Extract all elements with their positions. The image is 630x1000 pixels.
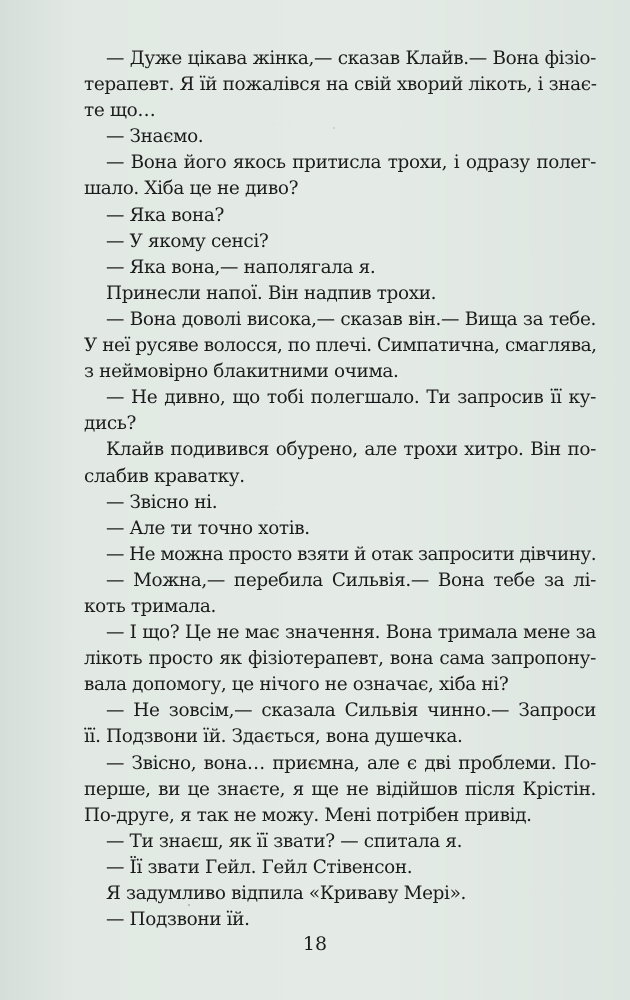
page-number: 18: [302, 933, 328, 955]
text-line: — Звісно ні.: [106, 491, 218, 513]
text-line: — Її звати Гейл. Гейл Стівенсон.: [106, 856, 413, 878]
body-text: [84, 46, 596, 933]
text-line: — У якому сенсі?: [106, 230, 269, 252]
text-line: — Вона доволі висока,— сказав він.— Вища за тебе.: [106, 308, 596, 330]
text-line: — Не дивно, що тобі полегшало. Ти запросив її ку-: [106, 387, 596, 409]
text-line: — І що? Це не має значення. Вона тримала мене за: [106, 622, 596, 644]
paper-speck: [188, 904, 190, 906]
text-line: — Подзвони їй.: [106, 909, 250, 931]
text-line: те що…: [84, 100, 156, 122]
text-line: — Вона його якось притисла трохи, і одразу полег-: [106, 152, 596, 174]
text-line: терапевт. Я їй пожалівся на свій хворий лікоть, і знає-: [84, 74, 597, 96]
text-line: коть тримала.: [84, 595, 217, 617]
text-line: По-друге, я так не можу. Мені потрібен привід.: [84, 804, 532, 826]
text-line: — Не можна просто взяти й отак запросити дівчину.: [106, 543, 596, 565]
text-line: лікоть просто як фізіотерапевт, вона сама запропону-: [84, 648, 596, 670]
text-line: — Звісно, вона… приємна, але є дві проблеми. По-: [106, 752, 596, 774]
text-line: — Не зовсім,— сказала Сильвія чинно.— Запроси: [106, 700, 596, 722]
text-line: — Можна,— перебила Сильвія.— Вона тебе за лі-: [106, 569, 596, 591]
text-line: — Дуже цікава жінка,— сказав Клайв.— Вона фізіо-: [106, 48, 596, 69]
text-line: Я задумливо відпила «Криваву Мері».: [106, 883, 466, 904]
text-line: вала допомогу, це нічого не означає, хіба ні?: [84, 674, 509, 696]
text-line: — Знаємо.: [106, 126, 204, 148]
paper-speck: [333, 127, 335, 129]
text-line: перше, ви це знаєте, я ще не відійшов після Крістін.: [84, 778, 596, 800]
text-line: — Але ти точно хотів.: [106, 517, 310, 539]
text-line: з неймовірно блакитними очима.: [84, 361, 399, 383]
text-line: Принесли напої. Він надпив трохи.: [106, 282, 437, 304]
text-line: У неї русяве волосся, по плечі. Симпатична, смаглява,: [84, 335, 597, 357]
text-line: — Ти знаєш, як її звати? — спитала я.: [106, 830, 463, 852]
text-line: Клайв подивився обурено, але трохи хитро. Він по-: [106, 439, 596, 461]
text-line: її. Подзвони їй. Здається, вона душечка.: [84, 726, 463, 748]
text-line: слабив краватку.: [84, 465, 245, 487]
text-line: — Яка вона?: [106, 204, 225, 226]
text-line: дись?: [84, 413, 137, 435]
text-line: — Яка вона,— наполягала я.: [106, 256, 376, 278]
text-line: шало. Хіба це не диво?: [84, 178, 299, 200]
